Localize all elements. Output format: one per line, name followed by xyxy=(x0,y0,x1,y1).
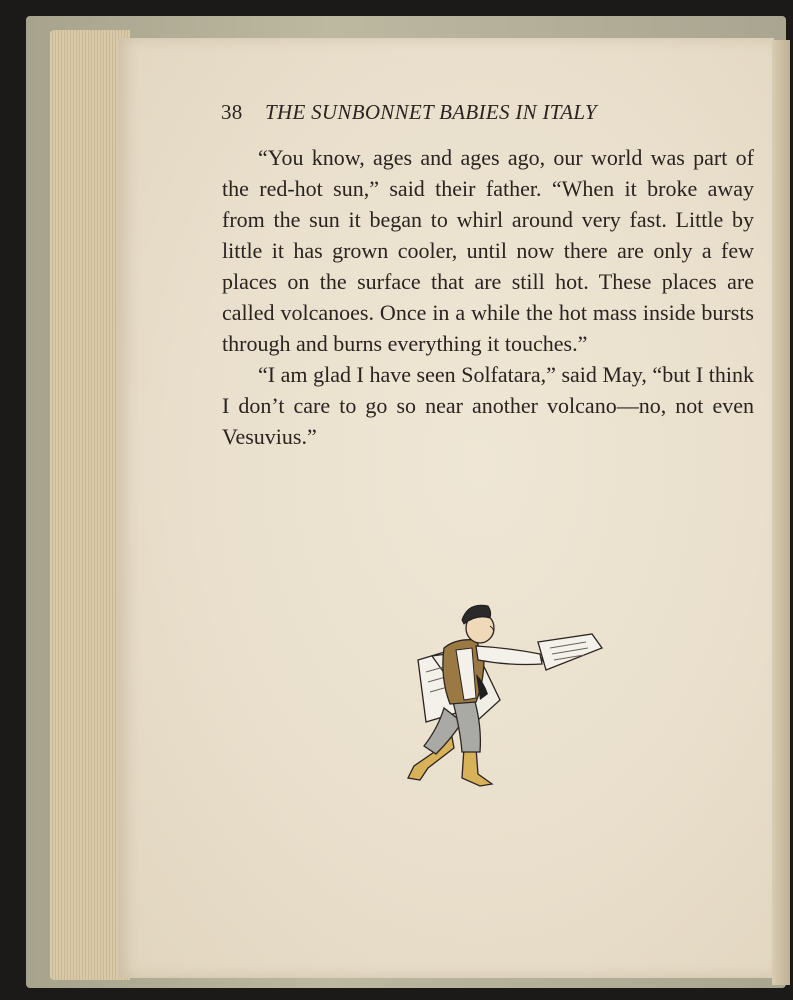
paragraph: “You know, ages and ages ago, our world was part of the red-hot sun,” said their father. “When it broke away from the sun it began to whirl around very fast. Little by little it has grown cooler, until now there are only a few places on the surface that are still hot. These places are called volcanoes. Once in a while the hot mass inside bursts through and burns everything it touches.” xyxy=(222,145,754,356)
text-block xyxy=(222,142,754,452)
next-page-edge xyxy=(772,40,790,985)
paragraph: “I am glad I have seen Solfatara,” said May, “but I think I don’t care to go so near another volcano—no, not even Vesuvius.” xyxy=(222,362,754,449)
newsboy-illustration xyxy=(380,598,610,798)
held-newspaper xyxy=(538,634,602,670)
running-head xyxy=(221,100,711,130)
book-title: THE SUNBONNET BABIES IN ITALY xyxy=(265,100,597,124)
page-number: 38 xyxy=(221,100,243,124)
